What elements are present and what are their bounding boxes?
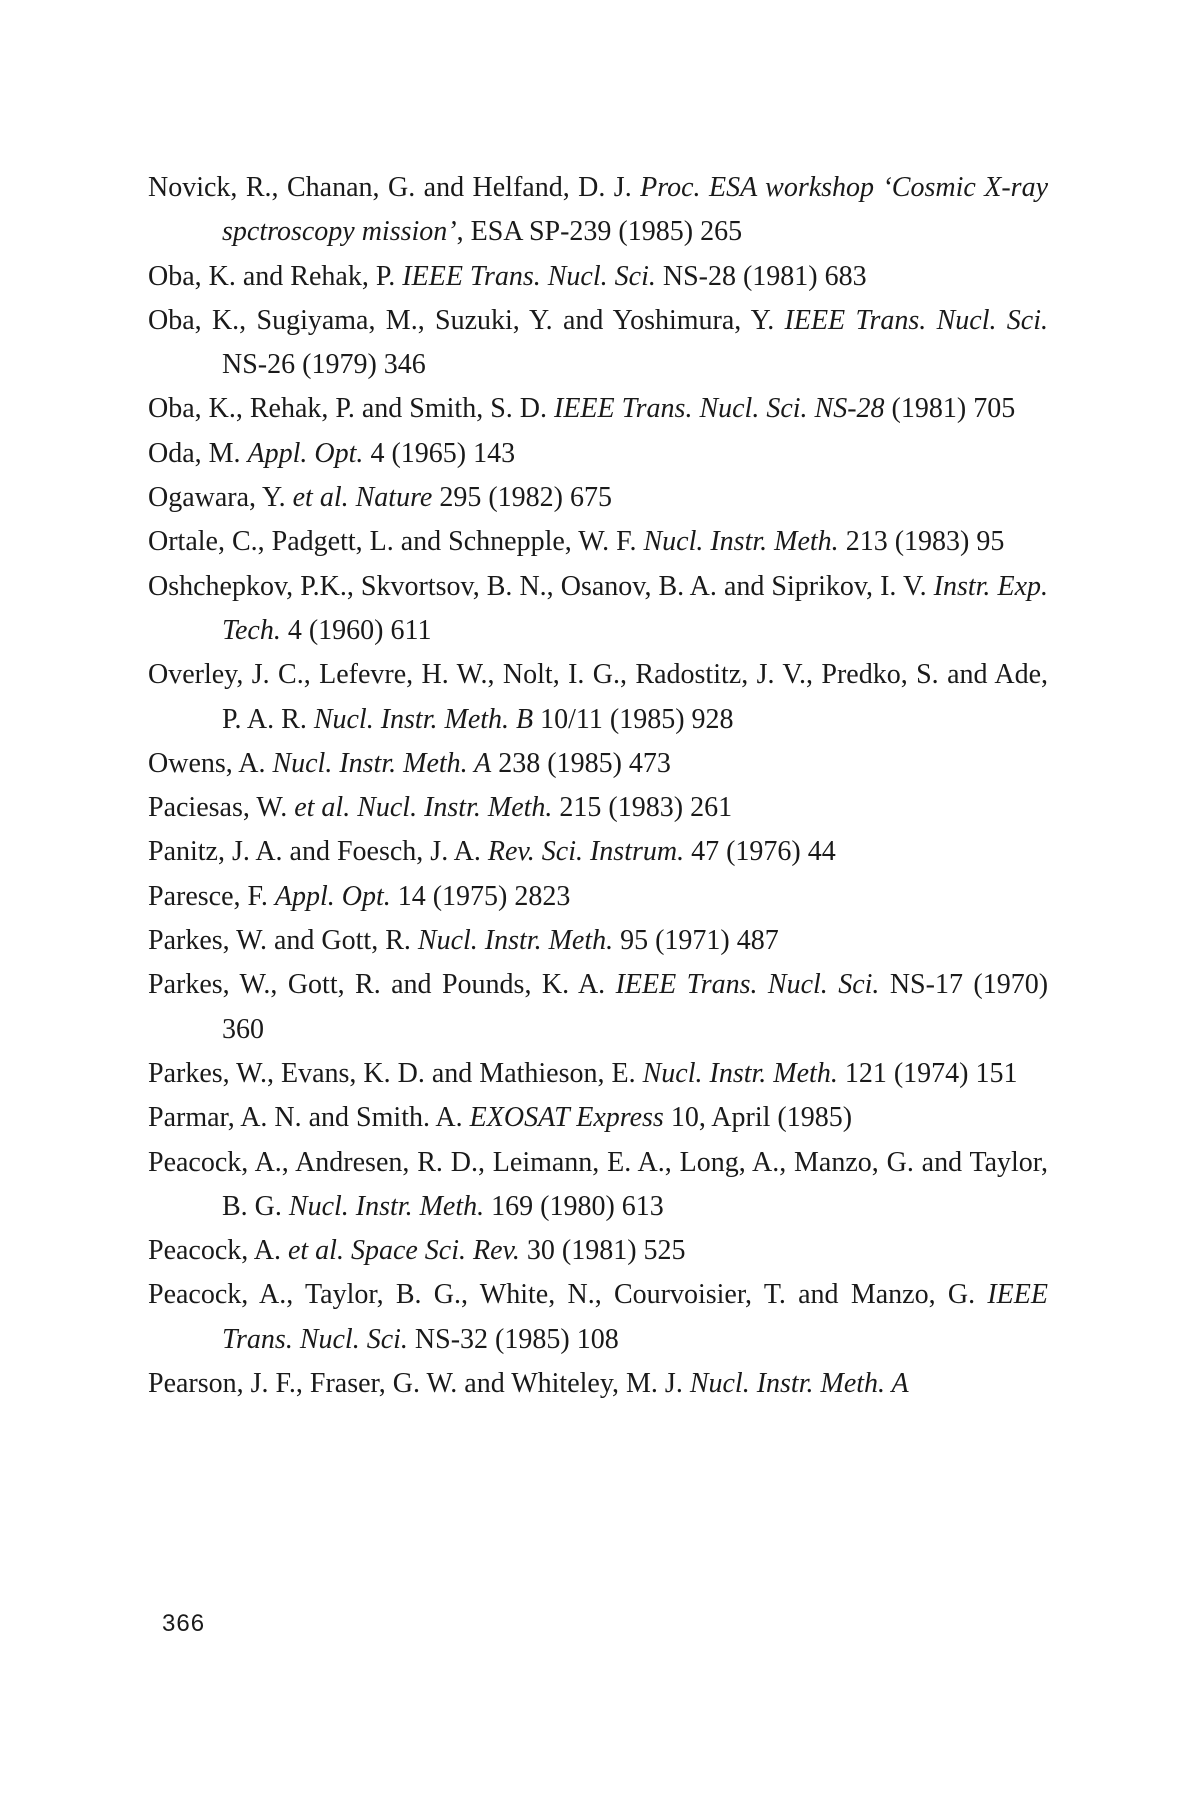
reference-text: Oba, K., Rehak, P. and Smith, S. D.: [148, 393, 554, 425]
reference-text: Peacock, A.: [148, 1235, 288, 1267]
reference-text: NS-32 (1985) 108: [407, 1323, 619, 1355]
reference-text: 238 (1985) 473: [491, 747, 671, 779]
reference-text: 4 (1960) 611: [280, 614, 432, 646]
journal-title: Nucl. Instr. Meth. A: [272, 747, 492, 779]
reference-text: Overley, J. C., Lefevre, H. W., Nolt, I. G., Radostitz, J. V., Predko, S. and Ade, P. A. R.: [148, 659, 1048, 735]
reference-text: Oda, M.: [148, 437, 248, 469]
reference-entry: [148, 919, 1048, 963]
reference-text: Pearson, J. F., Fraser, G. W. and Whiteley, M. J.: [148, 1368, 690, 1400]
reference-entry: [148, 1229, 1048, 1273]
journal-title: et al. Space Sci. Rev.: [287, 1235, 520, 1267]
reference-text: 14 (1975) 2823: [390, 880, 571, 912]
journal-title: Appl. Opt.: [274, 880, 391, 912]
reference-text: 95 (1971) 487: [613, 925, 779, 957]
reference-entry: [148, 742, 1048, 786]
reference-text: 4 (1965) 143: [363, 437, 516, 469]
reference-entry: [148, 830, 1048, 874]
journal-title: Nucl. Instr. Meth.: [642, 1057, 838, 1089]
reference-entry: [148, 476, 1048, 520]
reference-text: 169 (1980) 613: [484, 1190, 664, 1222]
journal-title: Proc. ESA workshop ‘Cosmic X-ray spctroscopy mission’: [222, 172, 1048, 248]
journal-title: IEEE Trans. Nucl. Sci. NS-28: [554, 393, 885, 425]
reference-text: Novick, R., Chanan, G. and Helfand, D. J.: [148, 172, 641, 203]
reference-text: 213 (1983) 95: [838, 526, 1005, 558]
reference-text: NS-17 (1970) 360: [222, 969, 1049, 1045]
reference-entry: [148, 875, 1048, 919]
journal-title: Rev. Sci. Instrum.: [487, 836, 685, 868]
journal-title: Nucl. Instr. Meth.: [643, 526, 839, 558]
reference-text: Peacock, A., Taylor, B. G., White, N., Courvoisier, T. and Manzo, G.: [148, 1279, 988, 1311]
reference-text: 30 (1981) 525: [519, 1235, 686, 1267]
reference-entry: [148, 299, 1048, 388]
reference-text: Parkes, W. and Gott, R.: [148, 925, 418, 957]
journal-title: EXOSAT Express: [469, 1102, 664, 1134]
reference-text: NS-28 (1981) 683: [655, 260, 867, 292]
reference-text: , ESA SP-239 (1985) 265: [456, 216, 743, 248]
journal-title: et al. Nucl. Instr. Meth.: [294, 792, 553, 824]
journal-title: Nucl. Instr. Meth.: [288, 1190, 485, 1222]
reference-text: Ortale, C., Padgett, L. and Schnepple, W. F.: [148, 526, 644, 558]
reference-text: Owens, A.: [148, 747, 273, 779]
reference-entry: [148, 565, 1048, 654]
reference-text: 215 (1983) 261: [552, 792, 733, 824]
reference-entry: [148, 166, 1048, 255]
journal-title: IEEE Trans. Nucl. Sci.: [222, 1279, 1048, 1355]
reference-entry: [148, 1141, 1048, 1230]
journal-title: Instr. Exp. Tech.: [222, 570, 1048, 646]
journal-title: et al. Nature: [292, 482, 433, 514]
reference-text: Peacock, A., Andresen, R. D., Leimann, E. A., Long, A., Manzo, G. and Taylor, B. G.: [148, 1146, 1048, 1222]
reference-text: Panitz, J. A. and Foesch, J. A.: [148, 836, 488, 868]
journal-title: IEEE Trans. Nucl. Sci.: [615, 969, 880, 1001]
reference-text: Parmar, A. N. and Smith. A.: [148, 1102, 470, 1134]
journal-title: Nucl. Instr. Meth. A: [689, 1368, 909, 1400]
reference-text: Ogawara, Y.: [148, 482, 293, 514]
page-number: 366: [162, 1610, 206, 1637]
reference-text: Oba, K. and Rehak, P.: [148, 260, 403, 292]
reference-entry: [148, 1273, 1048, 1362]
journal-title: Nucl. Instr. Meth.: [417, 925, 614, 957]
reference-entry: [148, 653, 1048, 742]
reference-text: Parkes, W., Gott, R. and Pounds, K. A.: [148, 969, 616, 1001]
reference-text: Paresce, F.: [148, 880, 275, 912]
reference-list: [148, 166, 1048, 1406]
reference-entry: [148, 387, 1048, 431]
journal-title: Nucl. Instr. Meth. B: [313, 703, 534, 735]
reference-text: (1981) 705: [884, 393, 1016, 425]
reference-text: 10, April (1985): [663, 1102, 853, 1134]
reference-text: 121 (1974) 151: [837, 1057, 1018, 1089]
reference-text: 10/11 (1985) 928: [533, 703, 734, 735]
reference-entry: [148, 1052, 1048, 1096]
journal-title: IEEE Trans. Nucl. Sci.: [402, 260, 656, 292]
reference-entry: [148, 255, 1048, 299]
reference-text: Oshchepkov, P.K., Skvortsov, B. N., Osanov, B. A. and Siprikov, I. V.: [148, 570, 934, 602]
reference-entry: [148, 432, 1048, 476]
reference-text: Oba, K., Sugiyama, M., Suzuki, Y. and Yoshimura, Y.: [148, 304, 785, 336]
reference-entry: [148, 786, 1048, 830]
reference-entry: [148, 520, 1048, 564]
reference-text: NS-26 (1979) 346: [222, 349, 426, 381]
reference-entry: [148, 963, 1048, 1052]
journal-title: IEEE Trans. Nucl. Sci.: [784, 304, 1048, 336]
reference-text: Paciesas, W.: [148, 792, 295, 824]
reference-text: 47 (1976) 44: [684, 836, 836, 868]
reference-entry: [148, 1096, 1048, 1140]
reference-text: Parkes, W., Evans, K. D. and Mathieson, E.: [148, 1057, 643, 1089]
journal-title: Appl. Opt.: [247, 437, 364, 469]
reference-text: 295 (1982) 675: [432, 482, 613, 514]
reference-entry: [148, 1362, 1048, 1406]
